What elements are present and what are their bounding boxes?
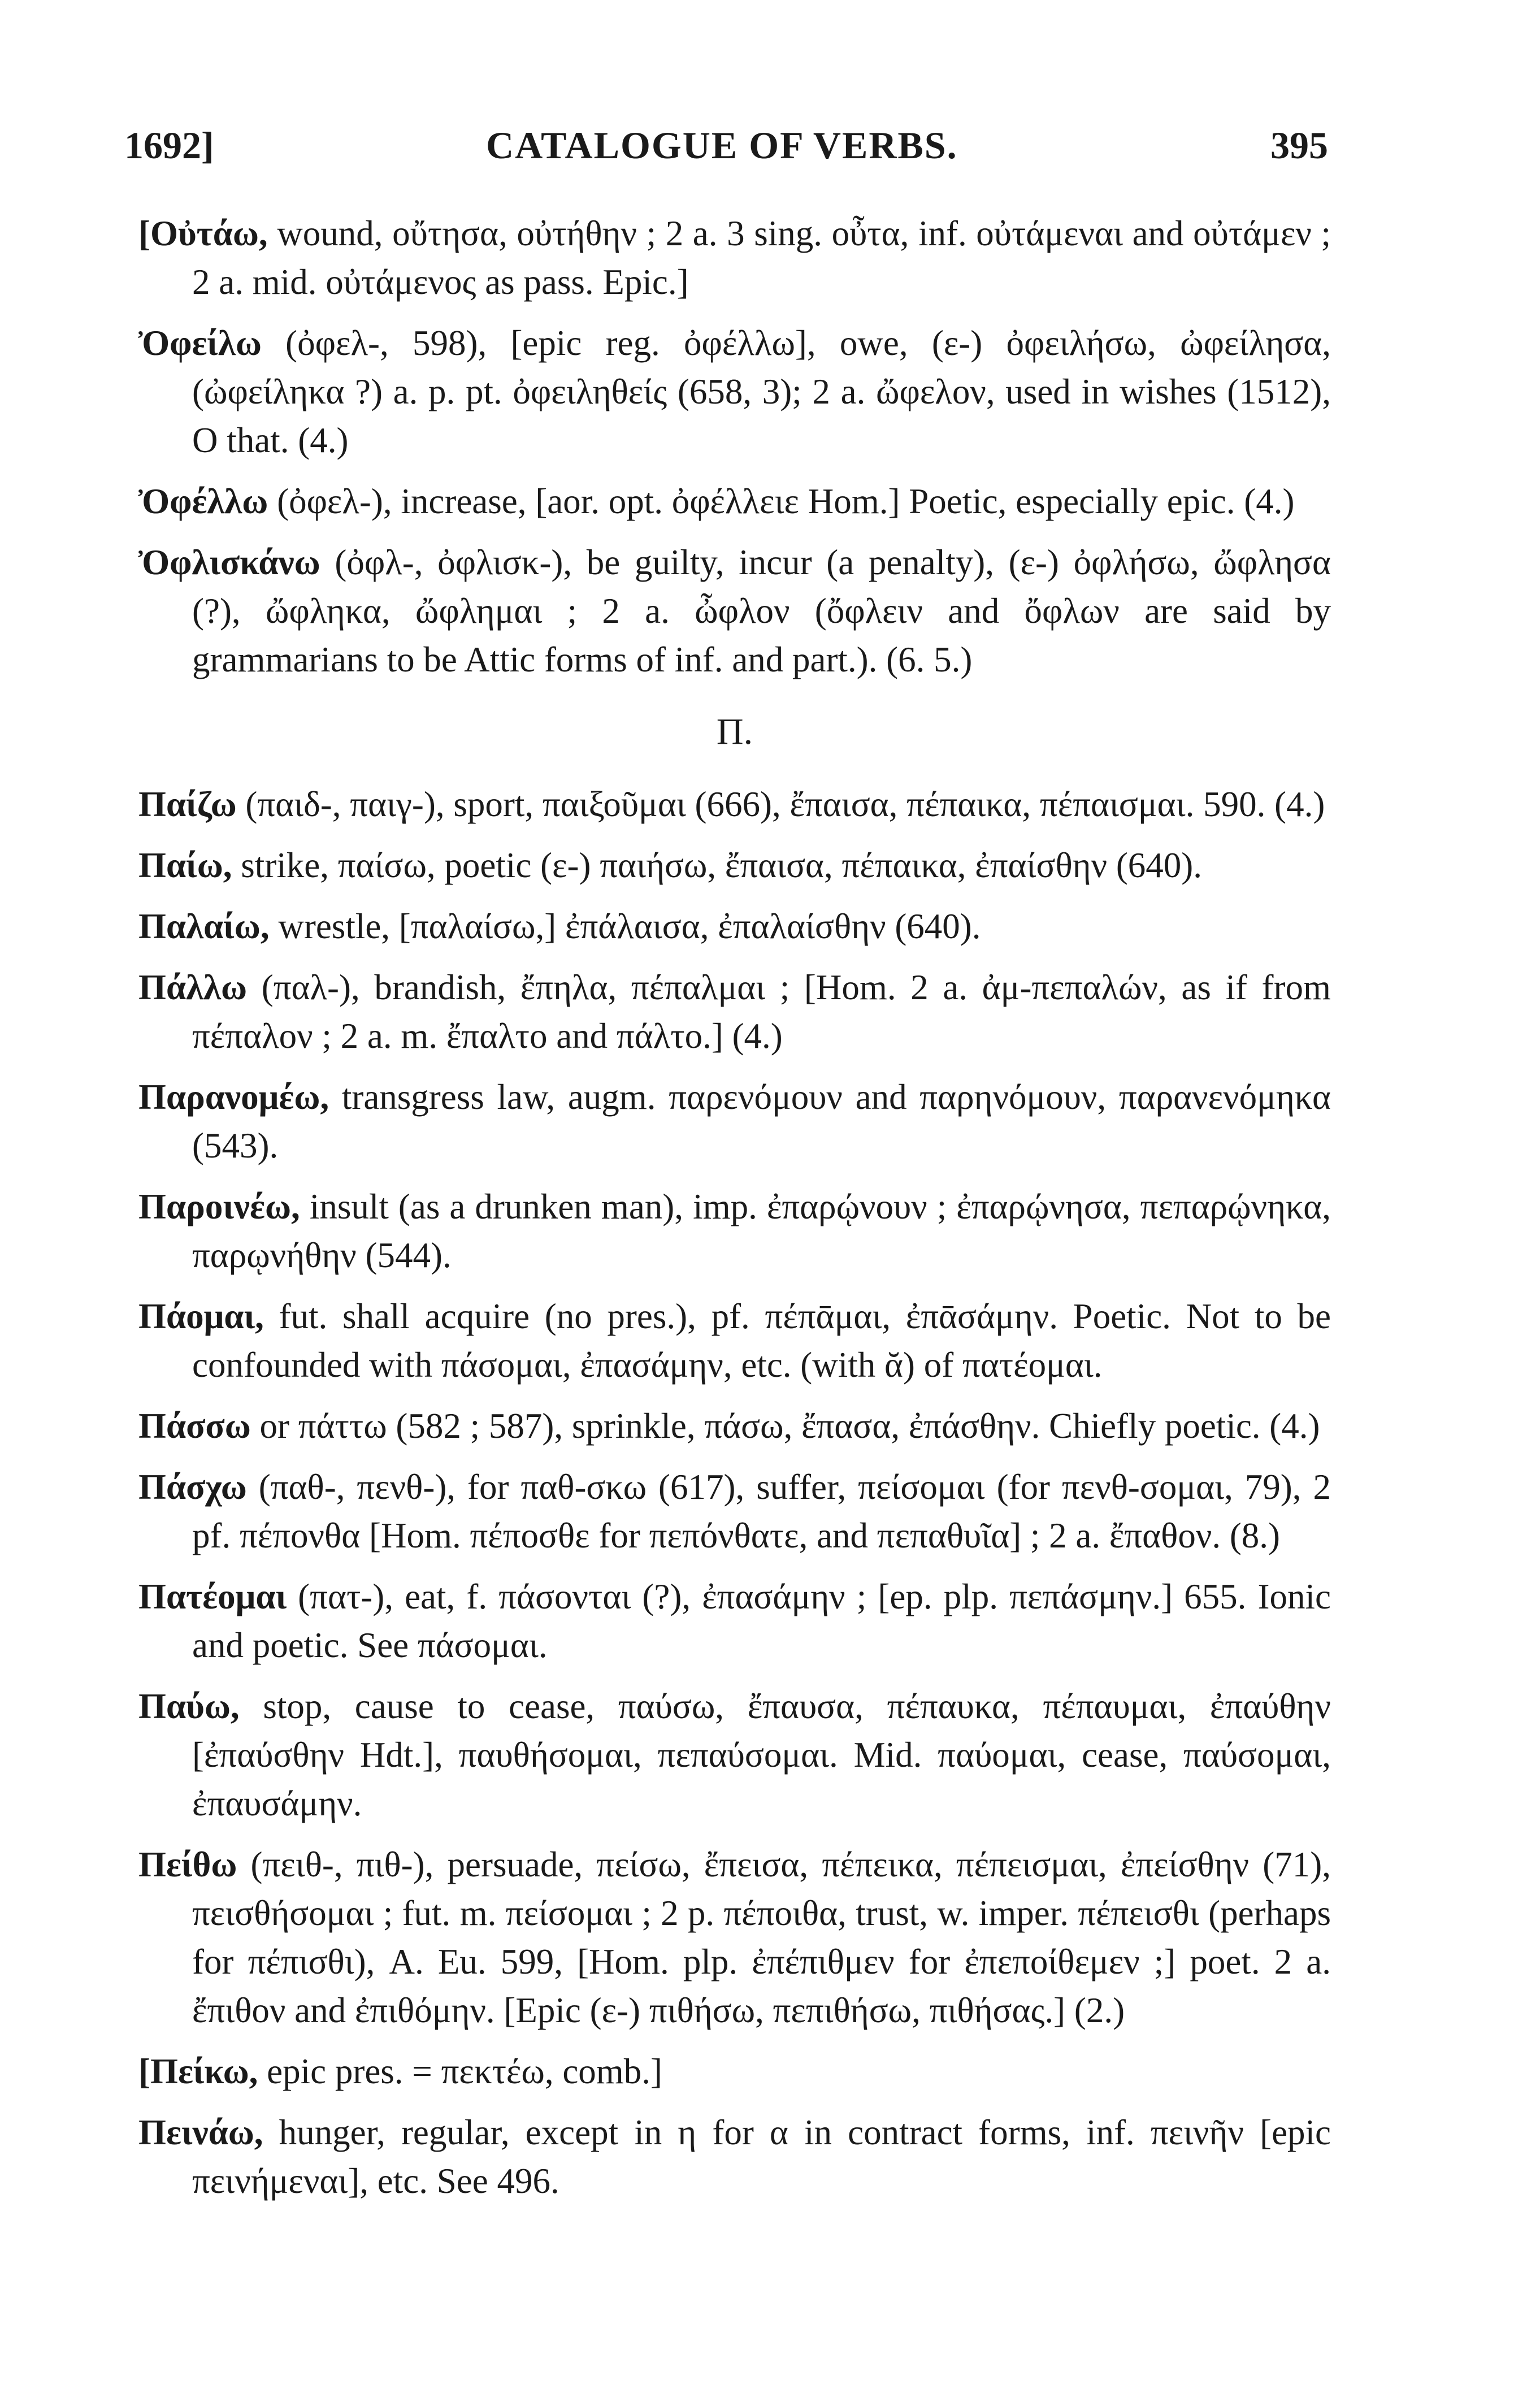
verb-entry <box>138 1840 1331 2035</box>
verb-entry <box>138 477 1331 526</box>
verb-entry <box>138 2108 1331 2205</box>
verb-entry <box>138 2047 1331 2096</box>
verb-entry <box>138 1572 1331 1670</box>
verb-headword: Πάλλω <box>138 968 248 1007</box>
verb-definition: (παιδ-, παιγ-), sport, παιξοῦμαι (666), ἔπαισα, πέπαικα, πέπαισμαι. 590. (4.) <box>236 784 1325 824</box>
page-reference: 1692] <box>124 124 214 167</box>
verb-definition: transgress law, augm. παρενόμουν and παρηνόμουν, παρανενόμηκα (543). <box>192 1077 1331 1165</box>
verb-definition: wrestle, [παλαίσω,] ἐπάλαισα, ἐπαλαίσθην (640). <box>269 907 981 946</box>
verb-headword: Ὀφλισκάνω <box>138 543 320 582</box>
verb-headword: Παύω, <box>138 1686 240 1726</box>
verb-definition: (παθ-, πενθ-), for παθ-σκω (617), suffer, πείσομαι (for πενθ-σομαι, 79), 2 pf. πέπονθα [Hom. πέποσθε for πεπόνθατε, and πεπαθυῖα] ; 2 a. ἔπαθον. (8.) <box>192 1467 1331 1555</box>
verb-entry <box>138 902 1331 951</box>
verb-entry <box>138 209 1331 306</box>
verb-headword: Πεινάω, <box>138 2113 263 2152</box>
verb-headword: Παίζω <box>138 784 237 824</box>
verb-headword: [Οὐτάω, <box>138 214 268 253</box>
page-number: 395 <box>1270 124 1328 167</box>
verb-definition: (ὀφλ-, ὀφλισκ-), be guilty, incur (a penalty), (ε-) ὀφλήσω, ὤφλησα (?), ὤφληκα, ὤφλημαι ; 2 a. ὦφλον (ὄφλειν and ὄφλων are said by grammarians to be Attic forms of inf. and part.). (6. 5.) <box>192 543 1331 679</box>
verb-entry <box>138 963 1331 1060</box>
verb-definition: (πειθ-, πιθ-), persuade, πείσω, ἔπεισα, πέπεικα, πέπεισμαι, ἐπείσθην (71), πεισθήσομαι ; fut. m. πείσομαι ; 2 p. πέποιθα, trust, w. imper. πέπεισθι (perhaps for πέπισθι), A. Eu. 599, [Hom. plp. ἐπέπιθμεν for ἐπεποίθεμεν ;] poet. 2 a. ἔπιθον and ἐπιθόμην. [Epic (ε-) πιθήσω, πεπιθήσω, πιθήσας.] (2.) <box>192 1845 1331 2030</box>
verb-entry <box>138 780 1331 829</box>
verb-headword: Πάσσω <box>138 1406 251 1446</box>
verb-definition: hunger, regular, except in η for α in contract forms, inf. πεινῆν [epic πεινήμεναι], etc. See 496. <box>192 2113 1331 2201</box>
verb-headword: Ὀφείλω <box>138 323 262 363</box>
verb-definition: stop, cause to cease, παύσω, ἔπαυσα, πέπαυκα, πέπαυμαι, ἐπαύθην [ἐπαύσθην Hdt.], παυθήσομαι, πεπαύσομαι. Mid. παύομαι, cease, παύσομαι, ἐπαυσάμην. <box>192 1686 1331 1823</box>
page-title: CATALOGUE OF VERBS. <box>486 124 958 167</box>
verb-headword: Παρανομέω, <box>138 1077 329 1117</box>
verb-entry <box>138 1682 1331 1828</box>
verb-definition: (πατ-), eat, f. πάσονται (?), ἐπασάμην ; [ep. plp. πεπάσμην.] 655. Ionic and poetic. See πάσομαι. <box>192 1577 1331 1665</box>
verb-headword: Παλαίω, <box>138 907 270 946</box>
verb-headword: Πατέομαι <box>138 1577 287 1616</box>
verb-definition: fut. shall acquire (no pres.), pf. πέπᾱμαι, ἐπᾱσάμην. Poetic. Not to be confounded with πάσομαι, ἐπασάμην, etc. (with ᾰ) of πατέομαι. <box>192 1297 1331 1385</box>
verb-headword: Ὀφέλλω <box>138 482 268 521</box>
verb-definition: or πάττω (582 ; 587), sprinkle, πάσω, ἔπασα, ἐπάσθην. Chiefly poetic. (4.) <box>250 1406 1320 1446</box>
entries-pi <box>138 780 1331 2205</box>
verb-headword: Παίω, <box>138 846 232 885</box>
verb-headword: [Πείκω, <box>138 2052 258 2091</box>
verb-definition: wound, οὔτησα, οὐτήθην ; 2 a. 3 sing. οὖτα, inf. οὐτάμεναι and οὐτάμεν ; 2 a. mid. οὐτάμενος as pass. Epic.] <box>192 214 1331 302</box>
section-heading: Π. <box>716 711 753 752</box>
verb-entry <box>138 319 1331 465</box>
verb-definition: epic pres. = πεκτέω, comb.] <box>258 2052 663 2091</box>
verb-entry <box>138 841 1331 890</box>
catalogue-body <box>138 209 1331 2208</box>
verb-definition: (παλ-), brandish, ἔπηλα, πέπαλμαι ; [Hom. 2 a. ἀμ-πεπαλών, as if from πέπαλον ; 2 a. m. ἔπαλτο and πάλτο.] (4.) <box>192 968 1331 1056</box>
verb-entry <box>138 1182 1331 1280</box>
verb-headword: Παροινέω, <box>138 1187 300 1226</box>
verb-headword: Πάσχω <box>138 1467 247 1507</box>
verb-definition: (ὀφελ-), increase, [aor. opt. ὀφέλλειε Hom.] Poetic, especially epic. (4.) <box>268 482 1295 521</box>
running-header <box>124 120 1328 171</box>
verb-entry <box>138 1463 1331 1560</box>
entries-omicron <box>138 209 1331 684</box>
verb-headword: Πείθω <box>138 1845 237 1884</box>
verb-definition: strike, παίσω, poetic (ε-) παιήσω, ἔπαισα, πέπαικα, ἐπαίσθην (640). <box>232 846 1203 885</box>
verb-definition: insult (as a drunken man), imp. ἐπαρῴνουν ; ἐπαρῴνησα, πεπαρῴνηκα, παρῳνήθην (544). <box>192 1187 1331 1275</box>
verb-entry <box>138 1073 1331 1170</box>
verb-headword: Πάομαι, <box>138 1297 264 1336</box>
verb-definition: (ὀφελ-, 598), [epic reg. ὀφέλλω], owe, (ε-) ὀφειλήσω, ὠφείλησα, (ὠφείληκα ?) a. p. pt. ὀφειληθείς (658, 3); 2 a. ὤφελον, used in wishes (1512), O that. (4.) <box>192 323 1331 460</box>
verb-entry <box>138 1292 1331 1389</box>
verb-entry <box>138 1402 1331 1450</box>
verb-entry <box>138 538 1331 684</box>
